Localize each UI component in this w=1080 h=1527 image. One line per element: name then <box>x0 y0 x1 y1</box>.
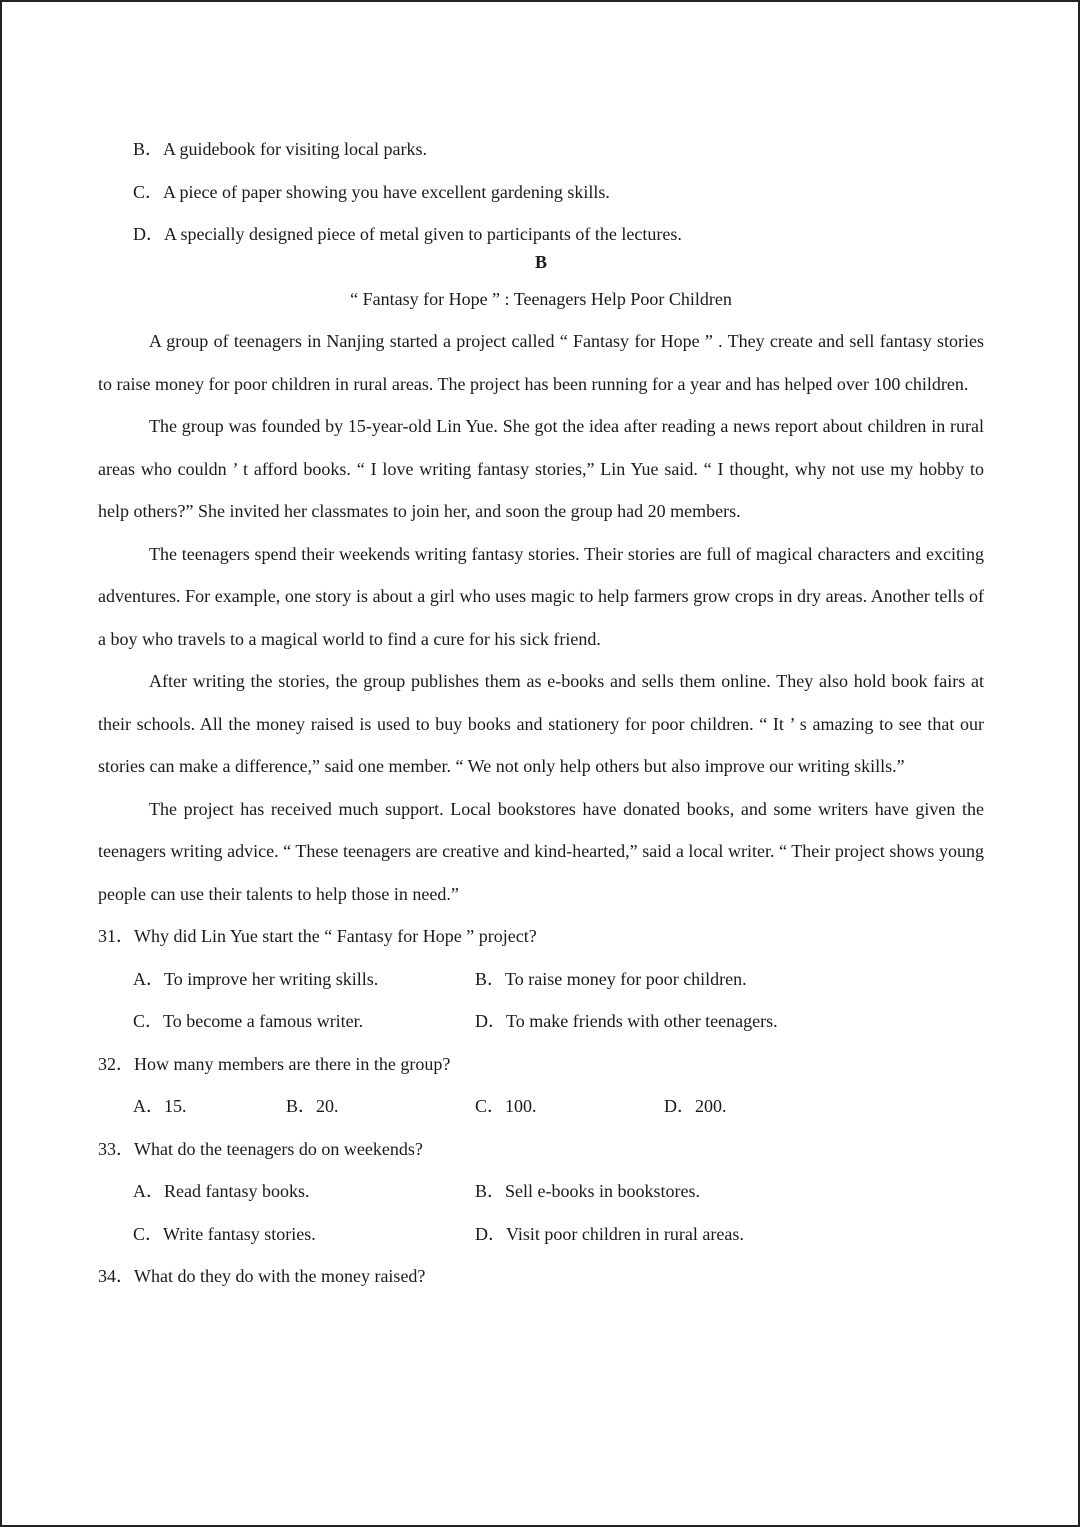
q33-option-d[interactable]: D．Visit poor children in rural areas. <box>475 1223 744 1244</box>
prev-option-d: D．A specially designed piece of metal given to participants of the lectures. <box>133 224 682 244</box>
passage-paragraph-4: After writing the stories, the group publishes them as e-books and sells them online. They also hold book fairs at their schools. All the money raised is used to buy books and stationery for poor children. “ It ’ s amazing to see that our stories can make a difference,” said one member. “ We not only help others but also improve our writing skills.” <box>98 671 984 776</box>
q32-option-d[interactable]: D．200. <box>664 1096 727 1116</box>
prev-option-c: C．A piece of paper showing you have excellent gardening skills. <box>133 181 610 202</box>
question-33-stem: 33．What do the teenagers do on weekends? <box>98 1138 423 1159</box>
q31-option-d[interactable]: D．To make friends with other teenagers. <box>475 1011 778 1031</box>
question-32-stem: 32．How many members are there in the group? <box>98 1053 451 1074</box>
question-31-options-row-2 <box>98 1000 984 1043</box>
q31-option-c[interactable]: C．To become a famous writer. <box>133 1011 364 1031</box>
passage <box>98 320 984 915</box>
question-33-options-row-2 <box>98 1213 984 1256</box>
q32-option-a[interactable]: A．15. <box>133 1096 187 1116</box>
q33-option-c[interactable]: C．Write fantasy stories. <box>133 1223 316 1244</box>
question-31-stem: 31．Why did Lin Yue start the “ Fantasy for Hope ” project? <box>98 926 537 946</box>
prev-option-b: B．A guidebook for visiting local parks. <box>133 139 427 159</box>
question-34-stem: 34．What do they do with the money raised? <box>98 1266 426 1286</box>
passage-paragraph-3: The teenagers spend their weekends writing fantasy stories. Their stories are full of magical characters and exciting adventures. For example, one story is about a girl who uses magic to help farmers grow crops in dry areas. Another tells of a boy who travels to a magical world to find a cure for his sick friend. <box>98 543 984 649</box>
section-letter: B <box>534 251 547 272</box>
passage-paragraph-1: A group of teenagers in Nanjing started a project called “ Fantasy for Hope ” . They create and sell fantasy stories to raise money for poor children in rural areas. The project has been running for a year and has helped over 100 children. <box>98 331 984 394</box>
q32-option-b[interactable]: B．20. <box>286 1096 339 1116</box>
question-33-options-row-1 <box>98 1170 984 1213</box>
question-31-options-row-1 <box>98 958 984 1001</box>
q32-option-c[interactable]: C．100. <box>475 1096 537 1116</box>
passage-title: “ Fantasy for Hope ” : Teenagers Help Poor Children <box>350 288 732 309</box>
q31-option-a[interactable]: A．To improve her writing skills. <box>133 968 379 989</box>
q33-option-b[interactable]: B．Sell e-books in bookstores. <box>475 1181 700 1201</box>
passage-paragraph-5: The project has received much support. Local bookstores have donated books, and some writers have given the teenagers writing advice. “ These teenagers are creative and kind-hearted,” said a local writer. “ Their project shows young people can use their talents to help those in need.” <box>98 798 984 904</box>
q33-option-a[interactable]: A．Read fantasy books. <box>133 1181 310 1201</box>
q31-option-b[interactable]: B．To raise money for poor children. <box>475 968 747 989</box>
question-32-options-row <box>98 1085 984 1128</box>
exam-page <box>98 128 984 1298</box>
passage-paragraph-2: The group was founded by 15-year-old Lin Yue. She got the idea after reading a news report about children in rural areas who couldn ’ t afford books. “ I love writing fantasy stories,” Lin Yue said. “ I thought, why not use my hobby to help others?” She invited her classmates to join her, and soon the group had 20 members. <box>98 416 984 521</box>
